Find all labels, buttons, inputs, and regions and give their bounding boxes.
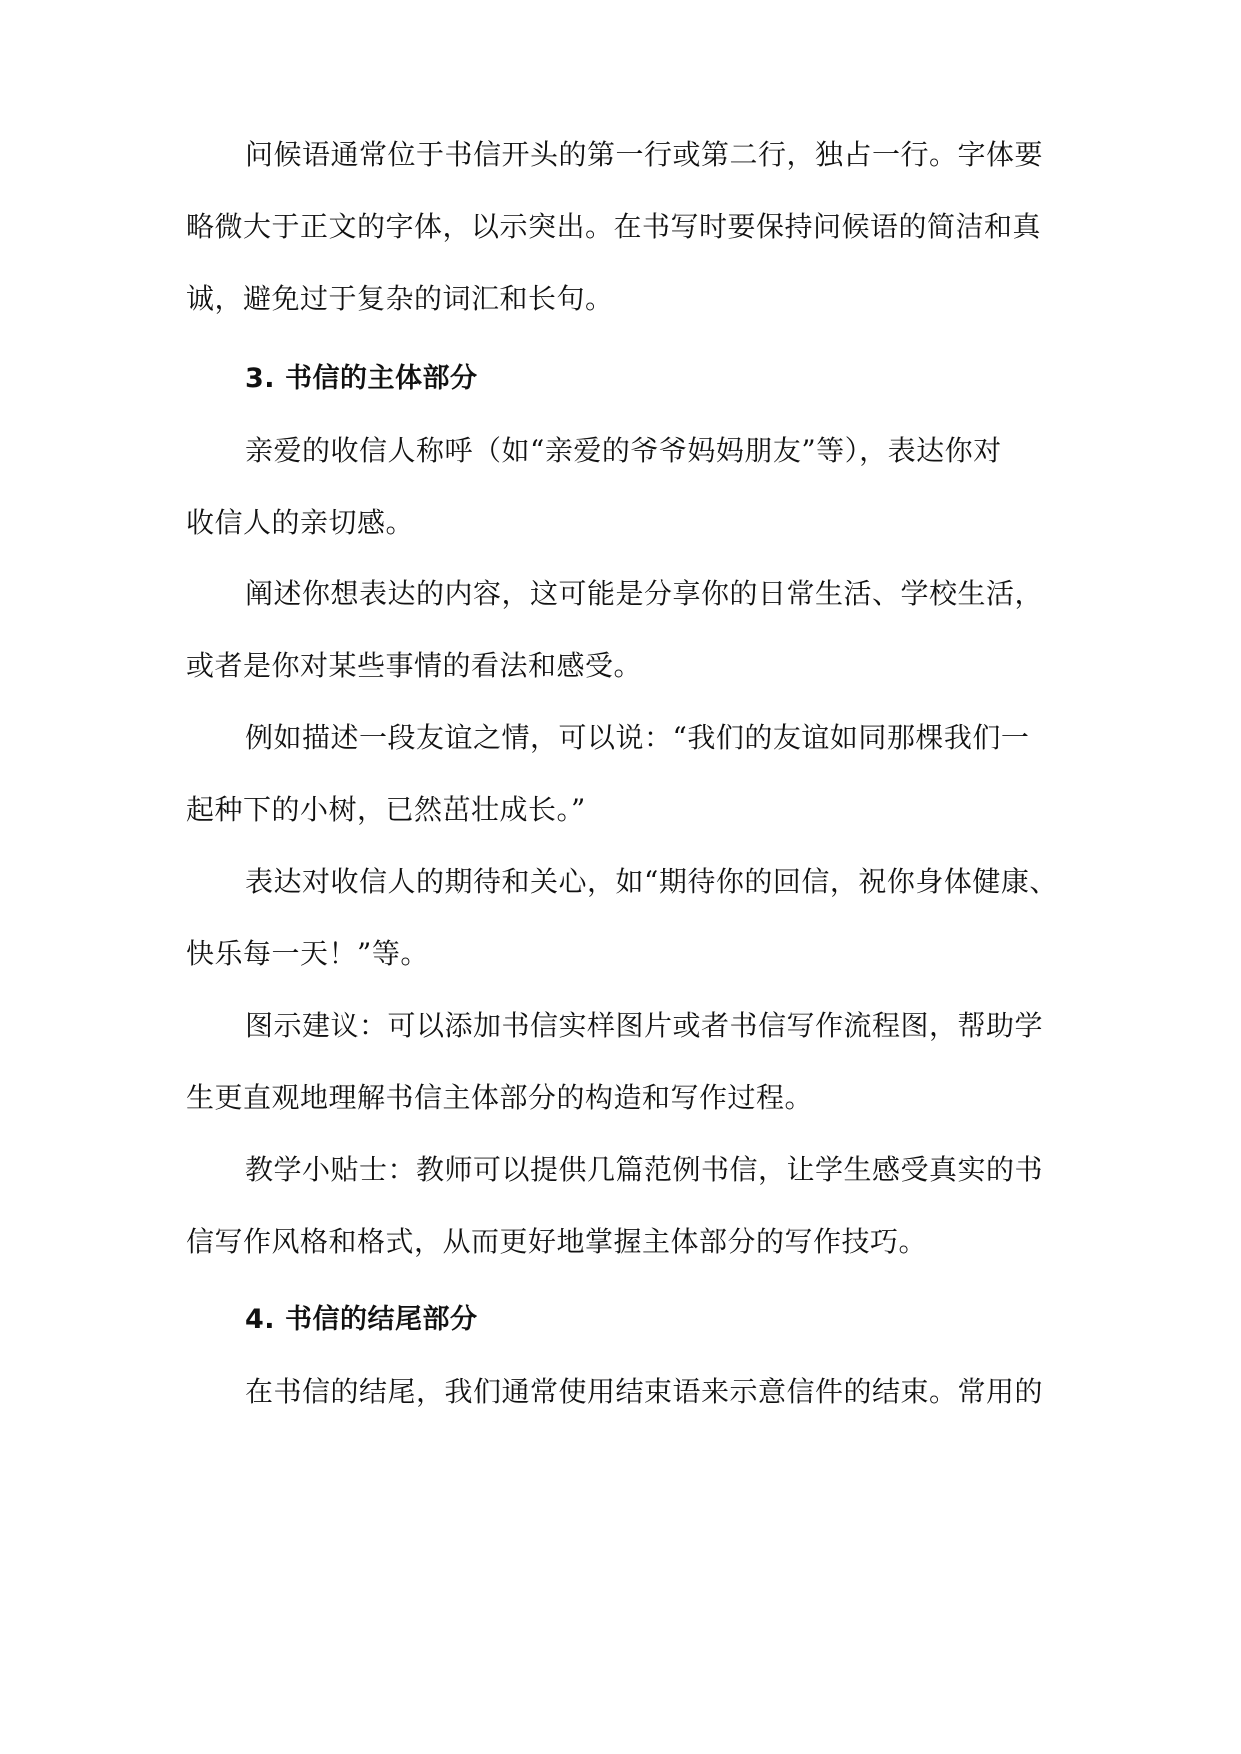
section-3-paragraph-4-line-1: 表达对收信人的期待和关心，如“期待你的回信，祝你身体健康、 <box>245 865 1058 898</box>
intro-paragraph-line-2: 略微大于正文的字体，以示突出。在书写时要保持问候语的简洁和真 <box>186 210 1042 243</box>
section-3-paragraph-6-line-1: 教学小贴士：教师可以提供几篇范例书信，让学生感受真实的书 <box>245 1153 1044 1186</box>
intro-paragraph-line-1: 问候语通常位于书信开头的第一行或第二行，独占一行。字体要 <box>245 138 1044 171</box>
section-4-paragraph-1-line-1: 在书信的结尾，我们通常使用结束语来示意信件的结束。常用的 <box>245 1375 1044 1408</box>
section-3-paragraph-5-line-1: 图示建议：可以添加书信实样图片或者书信写作流程图，帮助学 <box>245 1009 1044 1042</box>
section-3-paragraph-1-line-2: 收信人的亲切感。 <box>186 506 415 539</box>
section-3-paragraph-6-line-2: 信写作风格和格式，从而更好地掌握主体部分的写作技巧。 <box>186 1225 928 1258</box>
section-4-heading: 4. 书信的结尾部分 <box>245 1304 478 1335</box>
section-3-heading: 3. 书信的主体部分 <box>245 363 478 394</box>
section-3-paragraph-3-line-2: 起种下的小树，已然茁壮成长。” <box>186 793 586 826</box>
section-3-paragraph-2-line-1: 阐述你想表达的内容，这可能是分享你的日常生活、学校生活， <box>245 577 1044 610</box>
intro-paragraph-line-3: 诚，避免过于复杂的词汇和长句。 <box>186 282 614 315</box>
section-3-paragraph-2-line-2: 或者是你对某些事情的看法和感受。 <box>186 649 643 682</box>
section-3-paragraph-1-line-1: 亲爱的收信人称呼（如“亲爱的爷爷妈妈朋友”等），表达你对 <box>245 434 1002 467</box>
section-3-paragraph-4-line-2: 快乐每一天！”等。 <box>186 937 429 970</box>
section-3-paragraph-3-line-1: 例如描述一段友谊之情，可以说：“我们的友谊如同那棵我们一 <box>245 721 1030 754</box>
section-3-paragraph-5-line-2: 生更直观地理解书信主体部分的构造和写作过程。 <box>186 1081 814 1114</box>
